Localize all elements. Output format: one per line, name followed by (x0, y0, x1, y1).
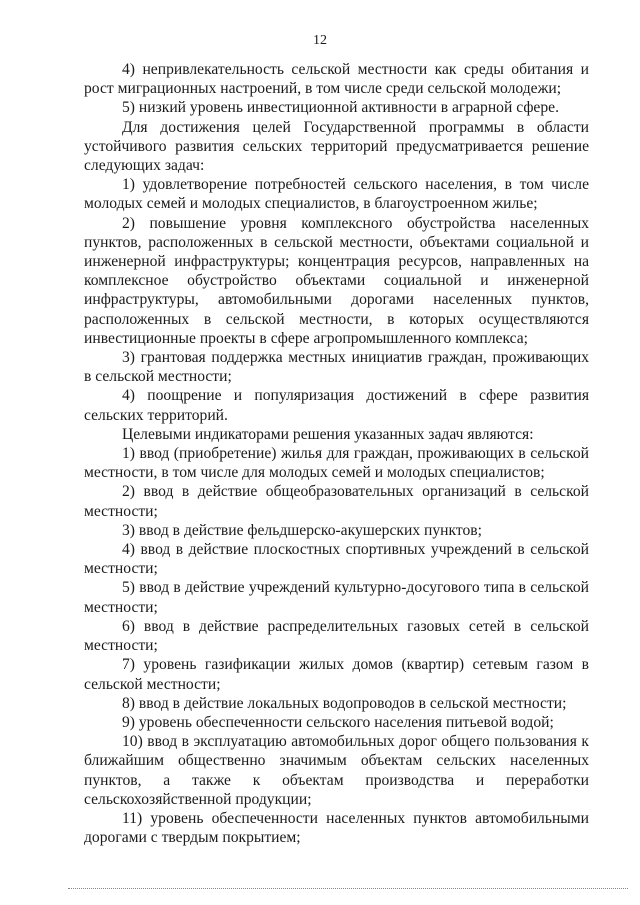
paragraph: 7) уровень газификации жилых домов (квартир) сетевым газом в сельской местности; (84, 656, 589, 693)
paragraph: 3) грантовая поддержка местных инициатив граждан, проживающих в сельской местности; (84, 349, 589, 386)
page-number: 12 (313, 33, 327, 48)
paragraph: Целевыми индикаторами решения указанных задач являются: (122, 425, 534, 443)
paragraph: 4) непривлекательность сельской местности как среды обитания и рост миграционных настроений, в том числе среди сельской молодежи; (84, 61, 589, 98)
paragraph: 4) поощрение и популяризация достижений в сфере развития сельских территорий. (84, 387, 589, 424)
paragraph: 5) низкий уровень инвестиционной активности в аграрной сфере. (122, 99, 559, 117)
paragraph: 8) ввод в действие локальных водопроводов в сельской местности; (122, 694, 567, 712)
paragraph: 1) удовлетворение потребностей сельского населения, в том числе молодых семей и молодых специалистов, в благоустроенном жилье; (84, 176, 589, 213)
paragraph: 2) ввод в действие общеобразовательных организаций в сельской местности; (84, 483, 589, 520)
paragraph: 9) уровень обеспеченности сельского населения питьевой водой; (122, 713, 554, 731)
paragraph: 1) ввод (приобретение) жилья для граждан, проживающих в сельской местности, в том числе для молодых семей и молодых специалистов; (84, 445, 589, 482)
scan-edge-divider (68, 888, 628, 889)
paragraph: 6) ввод в действие распределительных газовых сетей в сельской местности; (84, 617, 589, 655)
paragraph: 5) ввод в действие учреждений культурно-досугового типа в сельской местности; (84, 579, 589, 616)
paragraph: Для достижения целей Государственной программы в области устойчивого развития сельских территорий предусматривается решение следующих задач: (84, 118, 589, 175)
document-body (84, 60, 589, 847)
paragraph: 11) уровень обеспеченности населенных пунктов автомобильными дорогами с твердым покрытием; (84, 809, 589, 847)
paragraph: 4) ввод в действие плоскостных спортивных учреждений в сельской местности; (84, 541, 589, 578)
paragraph: 3) ввод в действие фельдшерско-акушерских пунктов; (122, 521, 482, 539)
paragraph: 10) ввод в эксплуатацию автомобильных дорог общего пользования к ближайшим общественно значимым объектам сельских населенных пунктов, а также к объектам производства и переработки сельскохозяйственной продукции; (84, 733, 589, 808)
paragraph: 2) повышение уровня комплексного обустройства населенных пунктов, расположенных в сельской местности, объектами социальной и инженерной инфраструктуры; концентрация ресурсов, направленных на комплексное обустройство объектами социальной и инженерной инфраструктуры, автомобильными дорогами населенных пунктов, расположенных в сельской местности, в которых осуществляются инвестиционные проекты в сфере агропромышленного комплекса; (84, 214, 589, 347)
